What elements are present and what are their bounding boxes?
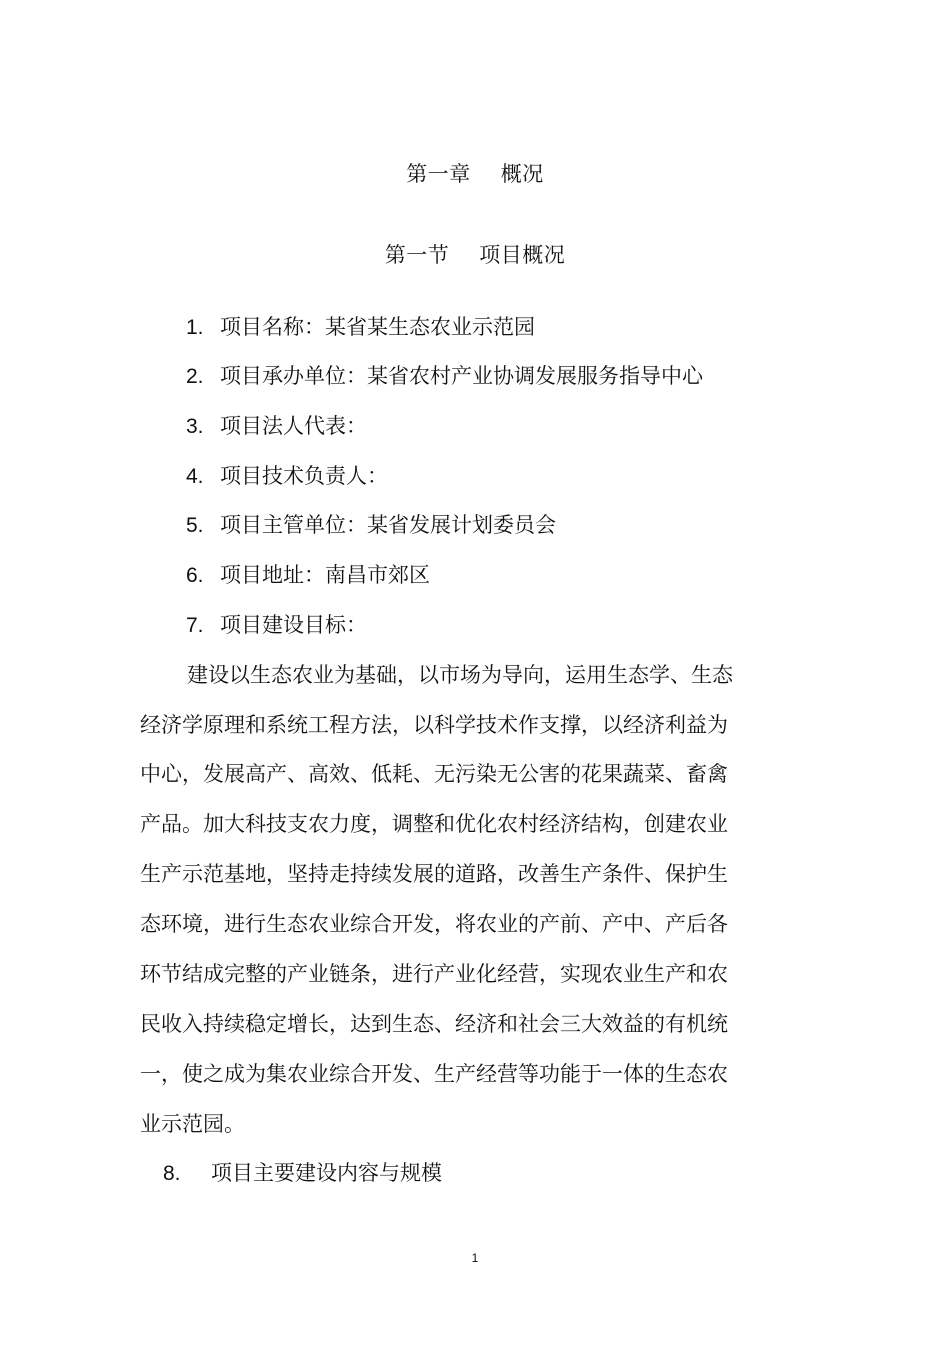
list-item-number: 2. — [186, 365, 204, 388]
paragraph-line: 民收入持续稳定增长，达到生态、经济和社会三大效益的有机统 — [140, 1012, 728, 1036]
chapter-title: 概况 — [500, 162, 544, 186]
list-item-text: 项目法人代表： — [220, 414, 367, 438]
list-item-text: 项目主管单位：某省发展计划委员会 — [220, 513, 556, 537]
list-item-text: 项目技术负责人： — [220, 464, 388, 488]
list-item — [186, 611, 367, 640]
section-heading — [0, 241, 950, 269]
list-item — [163, 1159, 442, 1188]
list-item-number: 3. — [186, 415, 204, 438]
paragraph-line: 业示范园。 — [140, 1112, 245, 1136]
list-item — [186, 462, 388, 491]
list-item-text: 项目地址：南昌市郊区 — [220, 563, 430, 587]
paragraph-line: 建设以生态农业为基础，以市场为导向，运用生态学、生态 — [187, 663, 733, 687]
list-item-text: 项目承办单位：某省农村产业协调发展服务指导中心 — [220, 364, 703, 388]
list-item — [186, 313, 535, 342]
chapter-heading — [0, 160, 950, 188]
list-item — [186, 561, 430, 590]
paragraph-line: 生产示范基地，坚持走持续发展的道路，改善生产条件、保护生 — [140, 862, 728, 886]
list-item-number: 7. — [186, 614, 204, 637]
list-item-number: 8. — [163, 1162, 181, 1185]
section-label: 第一节 — [384, 243, 450, 267]
paragraph-line: 产品。加大科技支农力度，调整和优化农村经济结构，创建农业 — [140, 812, 728, 836]
paragraph-line: 环节结成完整的产业链条，进行产业化经营，实现农业生产和农 — [140, 962, 728, 986]
list-item — [186, 511, 556, 540]
list-item-number: 4. — [186, 465, 204, 488]
paragraph-line: 中心，发展高产、高效、低耗、无污染无公害的花果蔬菜、畜禽 — [140, 762, 728, 786]
list-item-text: 项目主要建设内容与规模 — [211, 1161, 442, 1185]
page-number: 1 — [471, 1251, 479, 1265]
list-item-text: 项目名称：某省某生态农业示范园 — [220, 315, 535, 339]
paragraph-line: 态环境，进行生态农业综合开发，将农业的产前、产中、产后各 — [140, 912, 728, 936]
list-item — [186, 412, 367, 441]
list-item — [186, 362, 703, 391]
list-item-number: 5. — [186, 514, 204, 537]
list-item-number: 1. — [186, 316, 204, 339]
chapter-label: 第一章 — [406, 162, 471, 186]
paragraph-line: 经济学原理和系统工程方法，以科学技术作支撑，以经济利益为 — [140, 713, 728, 737]
list-item-number: 6. — [186, 564, 204, 587]
section-title: 项目概况 — [479, 243, 566, 267]
list-item-text: 项目建设目标： — [220, 613, 367, 637]
paragraph-line: 一，使之成为集农业综合开发、生产经营等功能于一体的生态农 — [140, 1062, 728, 1086]
